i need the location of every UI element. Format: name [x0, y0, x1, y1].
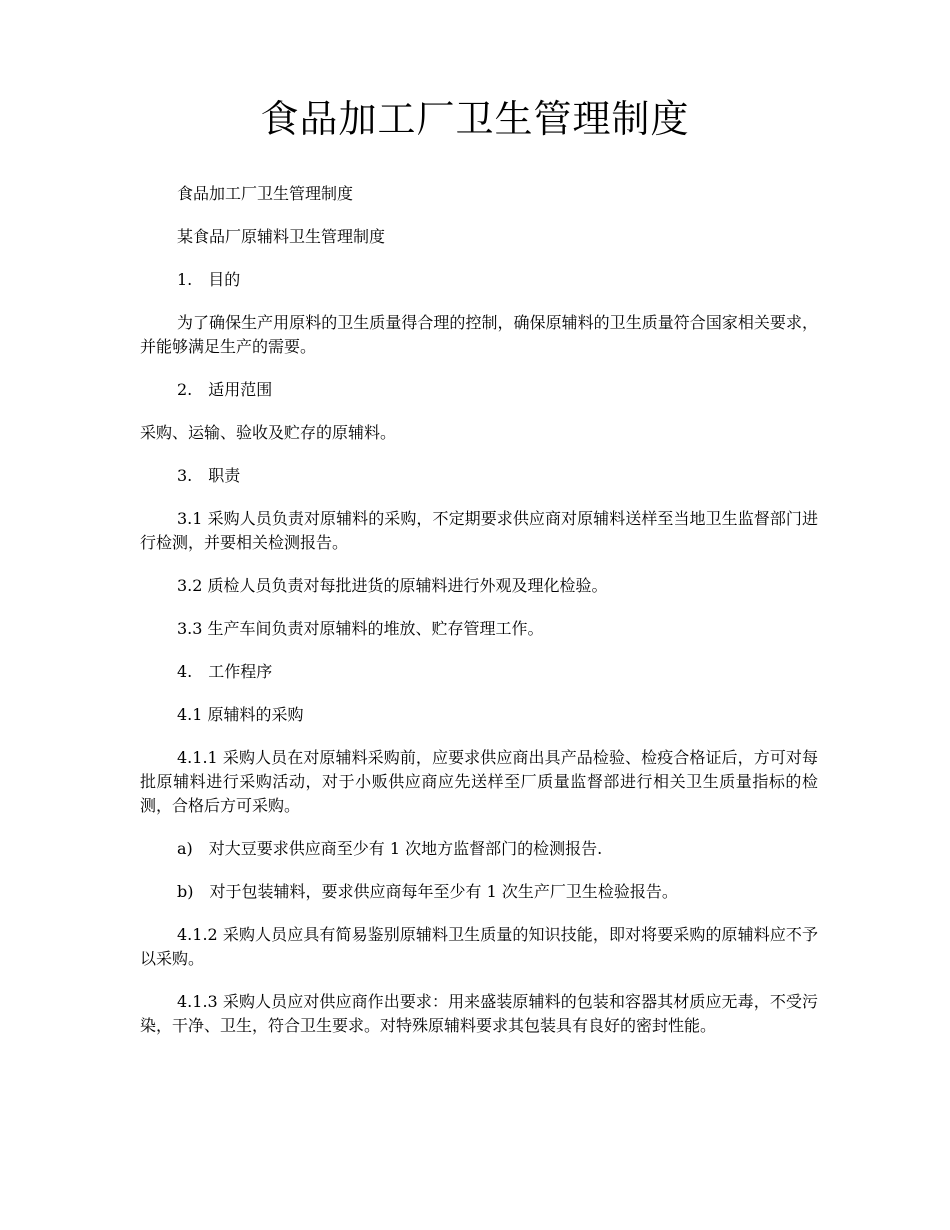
section-heading: 1. 目的 [177, 270, 241, 289]
paragraph: 某食品厂原辅料卫生管理制度 [177, 227, 386, 246]
paragraph: 3.2 质检人员负责对每批进货的原辅料进行外观及理化检验。 [177, 576, 608, 595]
paragraph: 4.1.3 采购人员应对供应商作出要求：用来盛装原辅料的包装和容器其材质应无毒，不受污染，干净、卫生，符合卫生要求。对特殊原辅料要求其包装具有良好的密封性能。 [140, 992, 818, 1035]
paragraph: 采购、运输、验收及贮存的原辅料。 [140, 423, 397, 442]
section-heading: 3. 职责 [177, 466, 241, 485]
section-heading: 2. 适用范围 [177, 380, 273, 399]
list-item: b) 对于包装辅料，要求供应商每年至少有 1 次生产厂卫生检验报告。 [177, 882, 678, 901]
document-body [140, 182, 818, 1057]
document-title: 食品加工厂卫生管理制度 [260, 97, 690, 141]
paragraph: 3.3 生产车间负责对原辅料的堆放、贮存管理工作。 [177, 619, 544, 638]
paragraph: 4.1.1 采购人员在对原辅料采购前，应要求供应商出具产品检验、检疫合格证后，方可对每批原辅料进行采购活动，对于小贩供应商应先送样至厂质量监督部进行相关卫生质量指标的检测，合格后方可采购。 [140, 748, 818, 815]
paragraph: 4.1.2 采购人员应具有简易鉴别原辅料卫生质量的知识技能，即对将要采购的原辅料应不予以采购。 [140, 925, 818, 968]
subsection-heading: 4.1 原辅料的采购 [177, 705, 304, 724]
paragraph: 食品加工厂卫生管理制度 [177, 184, 354, 203]
section-heading: 4. 工作程序 [177, 662, 273, 681]
paragraph: 3.1 采购人员负责对原辅料的采购，不定期要求供应商对原辅料送样至当地卫生监督部门进行检测，并要相关检测报告。 [140, 509, 818, 552]
list-item: a) 对大豆要求供应商至少有 1 次地方监督部门的检测报告. [177, 839, 603, 858]
paragraph: 为了确保生产用原料的卫生质量得合理的控制，确保原辅料的卫生质量符合国家相关要求，并能够满足生产的需要。 [140, 313, 818, 356]
